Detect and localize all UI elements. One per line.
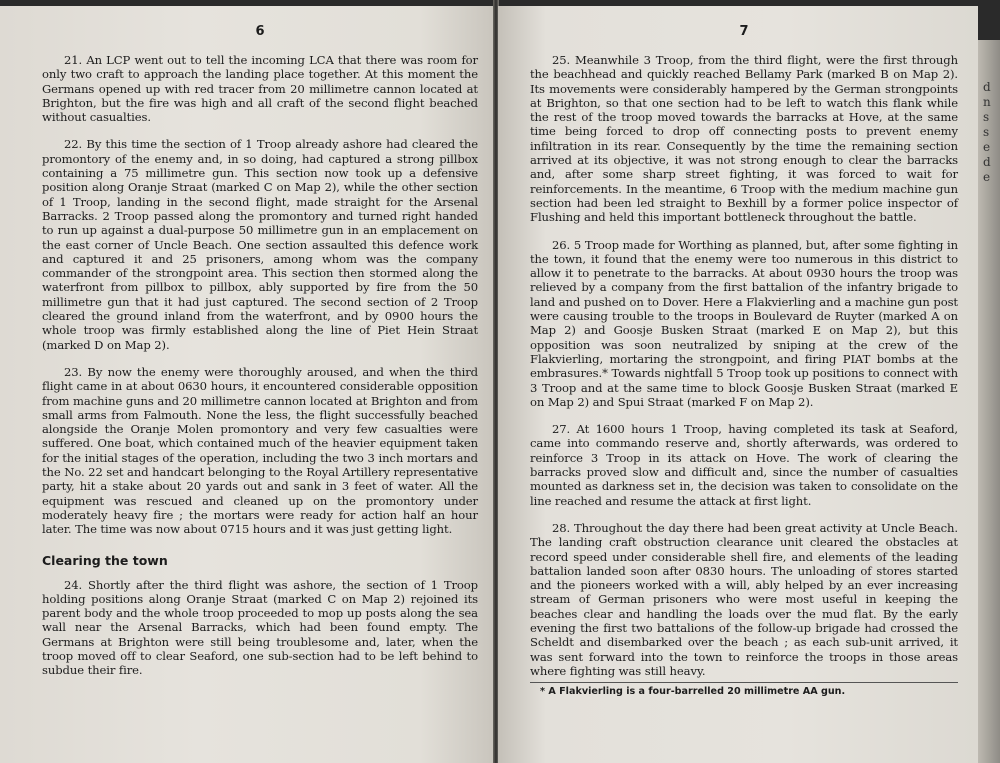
edge-fragment: e <box>983 140 991 154</box>
left-page <box>0 6 494 763</box>
edge-fragment: d <box>983 80 991 94</box>
edge-fragment: s <box>983 125 990 139</box>
footnote: * A Flakvierling is a four-barrelled 20 millimetre AA gun. <box>530 682 958 697</box>
edge-fragment: n <box>983 95 991 109</box>
edge-fragment: s <box>983 110 990 124</box>
paragraph: 27. At 1600 hours 1 Troop, having completed its task at Seaford, came into commando reserve and, shortly afterwards, was ordered to reinforce 3 Troop in its attack on Hove. The work of clearing the barracks proved slow and difficult and, since the number of casualties mounted as darkness set in, the decision was taken to consolidate on the line reached and resume the attack at first light. <box>530 422 958 508</box>
paragraph: 25. Meanwhile 3 Troop, from the third flight, were the first through the beachhead and quickly reached Bellamy Park (marked B on Map 2). Its movements were considerably hampered by the German strongpoints at Brighton, so that one section had to be left to watch this flank while the rest of the troop moved towards the barracks at Hove, at the same time being forced to drop off connecting posts to prevent enemy infiltration in its rear. Consequently by the time the remaining section arrived at its objective, it was not strong enough to clear the barracks and, after some sharp street fighting, it was forced to wait for reinforcements. In the meantime, 6 Troop with the medium machine gun section had been led straight to Bexhill by a former police inspector of Flushing and held this important bottleneck throughout the battle. <box>530 53 958 225</box>
paragraph: 22. By this time the section of 1 Troop already ashore had cleared the promontory of the enemy and, in so doing, had captured a strong pillbox containing a 75 millimetre gun. This section now took up a defensive position along Oranje Straat (marked C on Map 2), while the other section of 1 Troop, landing in the second flight, made straight for the Arsenal Barracks. 2 Troop passed along the promontory and turned right handed to run up against a dual-purpose 50 millimetre gun in an emplacement on the east corner of Uncle Beach. One section assaulted this defence work and captured it and 25 prisoners, among whom was the company commander of the strongpoint area. This section then stormed along the waterfront from pillbox to pillbox, ably supported by fire from the 50 millimetre gun that it had just captured. The second section of 2 Troop cleared the ground inland from the waterfront, and by 0900 hours the whole troop was firmly established along the line of Piet Hein Straat (marked D on Map 2). <box>42 137 478 352</box>
paragraph: 21. An LCP went out to tell the incoming LCA that there was room for only two craft to approach the landing place together. At this moment the Germans opened up with red tracer from 20 millimetre cannon located at Brighton, but the fire was high and all craft of the second flight beached without casualties. <box>42 53 478 125</box>
edge-fragment: e <box>983 170 991 184</box>
right-page <box>498 6 978 763</box>
page-number: 6 <box>255 24 265 39</box>
section-heading: Clearing the town <box>42 552 168 568</box>
page-number: 7 <box>739 24 749 39</box>
paragraph: 28. Throughout the day there had been great activity at Uncle Beach. The landing craft obstruction clearance unit cleared the obstacles at record speed under considerable shell fire, and elements of the leading battalion landed soon after 0830 hours. The unloading of stores started and the pioneers worked with a will, ably helped by an ever increasing stream of German prisoners who were most useful in keeping the beaches clear and handling the loads over the mud flat. By the early evening the first two battalions of the follow-up brigade had crossed the Scheldt and disembarked over the beach ; as each sub-unit arrived, it was sent forward into the town to reinforce the troops in those areas where fighting was still heavy. <box>530 520 958 678</box>
paragraph: 24. Shortly after the third flight was ashore, the section of 1 Troop holding positions along Oranje Straat (marked C on Map 2) rejoined its parent body and the whole troop proceeded to mop up posts along the sea wall near the Arsenal Barracks, which had been found empty. The Germans at Brighton were still being troublesome and, later, when the troop moved off to clear Seaford, one sub-section had to be left behind to subdue their fire. <box>42 577 478 678</box>
edge-fragment: d <box>983 155 991 169</box>
next-page-edge <box>978 40 1000 763</box>
paragraph: 23. By now the enemy were thoroughly aroused, and when the third flight came in at about 0630 hours, it encountered considerable opposition from machine guns and 20 millimetre cannon located at Brighton and from small arms from Falmouth. None the less, the flight successfully beached alongside the Oranje Molen promontory and very few casualties were suffered. One boat, which contained much of the heavier equipment taken for the initial stages of the operation, including the two 3 inch mortars and the No. 22 set and handcart belonging to the Royal Artillery representative party, hit a stake about 20 yards out and sank in 3 feet of water. All the equipment was rescued and cleaned up on the promontory under moderately heavy fire ; the mortars were ready for action half an hour later. The time was now about 0715 hours and it was just getting light. <box>42 364 478 537</box>
paragraph: 26. 5 Troop made for Worthing as planned, but, after some fighting in the town, it found that the enemy were too numerous in this district to allow it to penetrate to the barracks. At about 0930 hours the troop was relieved by a company from the first battalion of the infantry brigade to land and pushed on to Dover. Here a Flakvierling and a machine gun post were causing trouble to the troops in Boulevard de Ruyter (marked A on Map 2) and Goosje Busken Straat (marked E on Map 2), but this opposition was soon neutralized by sniping at the crew of the Flakvierling, mortaring the strongpoint, and firing PIAT bombs at the embrasures.* Towards nightfall 5 Troop took up positions to connect with 3 Troop and at the same time to block Goosje Busken Straat (marked E on Map 2) and Spui Straat (marked F on Map 2). <box>530 237 958 409</box>
